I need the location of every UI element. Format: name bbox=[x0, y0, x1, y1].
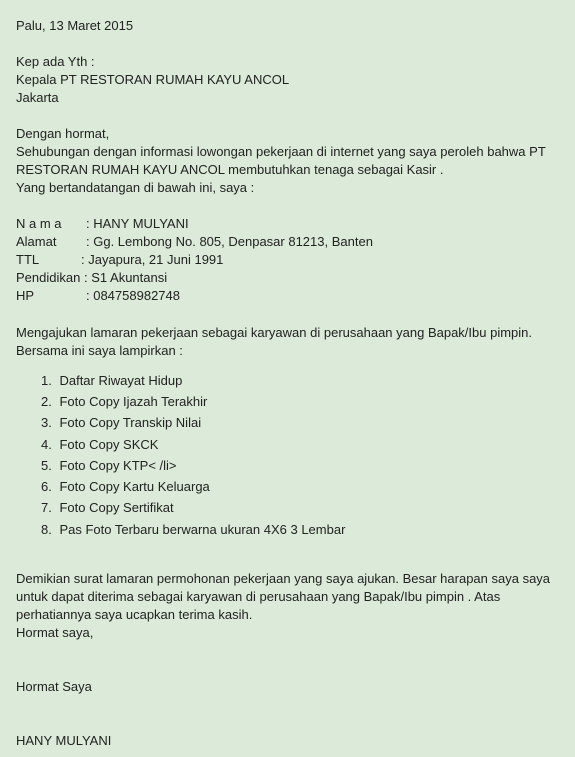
attachment-number: 2. bbox=[41, 394, 52, 409]
attachment-item bbox=[41, 521, 345, 539]
attachment-number: 7. bbox=[41, 500, 52, 515]
closing-line-3: perhatiannya saya ucapkan terima kasih. bbox=[16, 607, 253, 622]
bio-name-value: : HANY MULYANI bbox=[86, 216, 189, 231]
attachment-number: 4. bbox=[41, 437, 52, 452]
letter-date: Palu, 13 Maret 2015 bbox=[16, 18, 134, 33]
signature-name: HANY MULYANI bbox=[16, 733, 112, 748]
attachment-item bbox=[41, 436, 158, 454]
bio-address-value: : Gg. Lembong No. 805, Denpasar 81213, Banten bbox=[86, 234, 373, 249]
attachment-text: Pas Foto Terbaru berwarna ukuran 4X6 3 Lembar bbox=[59, 522, 346, 537]
bio-education-label: Pendidikan bbox=[16, 270, 81, 285]
bio-ttl-value: : Jayapura, 21 Juni 1991 bbox=[81, 252, 224, 267]
attachment-text: Foto Copy Sertifikat bbox=[59, 500, 174, 515]
attachment-number: 1. bbox=[41, 373, 52, 388]
signoff: Hormat Saya bbox=[16, 679, 92, 694]
attachment-number: 3. bbox=[41, 415, 52, 430]
attachment-text: Foto Copy Transkip Nilai bbox=[59, 415, 202, 430]
bio-name-label: N a m a bbox=[16, 216, 62, 231]
attachment-item bbox=[41, 414, 201, 432]
attachment-item bbox=[41, 478, 210, 496]
intro-line-1: Sehubungan dengan informasi lowongan pekerjaan di internet yang saya peroleh bahwa PT bbox=[16, 144, 546, 159]
intro-line-3: Yang bertandatangan di bawah ini, saya : bbox=[16, 180, 255, 195]
attachment-item bbox=[41, 499, 174, 517]
attachment-number: 5. bbox=[41, 458, 52, 473]
attachment-text: Foto Copy KTP< /li> bbox=[59, 458, 177, 473]
apply-line-1: Mengajukan lamaran pekerjaan sebagai karyawan di perusahaan yang Bapak/Ibu pimpin. bbox=[16, 325, 533, 340]
bio-phone-label: HP bbox=[16, 288, 35, 303]
bio-ttl-label: TTL bbox=[16, 252, 40, 267]
bio-education-value: : S1 Akuntansi bbox=[84, 270, 168, 285]
intro-line-2: RESTORAN RUMAH KAYU ANCOL membutuhkan tenaga sebagai Kasir . bbox=[16, 162, 444, 177]
closing-line-1: Demikian surat lamaran permohonan pekerjaan yang saya ajukan. Besar harapan saya saya bbox=[16, 571, 551, 586]
attachment-number: 6. bbox=[41, 479, 52, 494]
greeting: Dengan hormat, bbox=[16, 126, 110, 141]
bio-phone-value: : 084758982748 bbox=[86, 288, 180, 303]
attachment-text: Foto Copy Kartu Keluarga bbox=[59, 479, 210, 494]
closing-line-2: untuk dapat diterima sebagai karyawan di perusahaan yang Bapak/Ibu pimpin . Atas bbox=[16, 589, 501, 604]
attachment-text: Foto Copy Ijazah Terakhir bbox=[59, 394, 208, 409]
attachment-text: Daftar Riwayat Hidup bbox=[59, 373, 183, 388]
attachment-text: Foto Copy SKCK bbox=[59, 437, 159, 452]
recipient-city: Jakarta bbox=[16, 90, 59, 105]
attachment-number: 8. bbox=[41, 522, 52, 537]
attachment-item bbox=[41, 393, 207, 411]
apply-line-2: Bersama ini saya lampirkan : bbox=[16, 343, 183, 358]
recipient-company: Kepala PT RESTORAN RUMAH KAYU ANCOL bbox=[16, 72, 290, 87]
attachment-item bbox=[41, 372, 182, 390]
recipient-heading: Kep ada Yth : bbox=[16, 54, 95, 69]
bio-address-label: Alamat bbox=[16, 234, 57, 249]
closing-line-4: Hormat saya, bbox=[16, 625, 94, 640]
attachment-item bbox=[41, 457, 177, 475]
